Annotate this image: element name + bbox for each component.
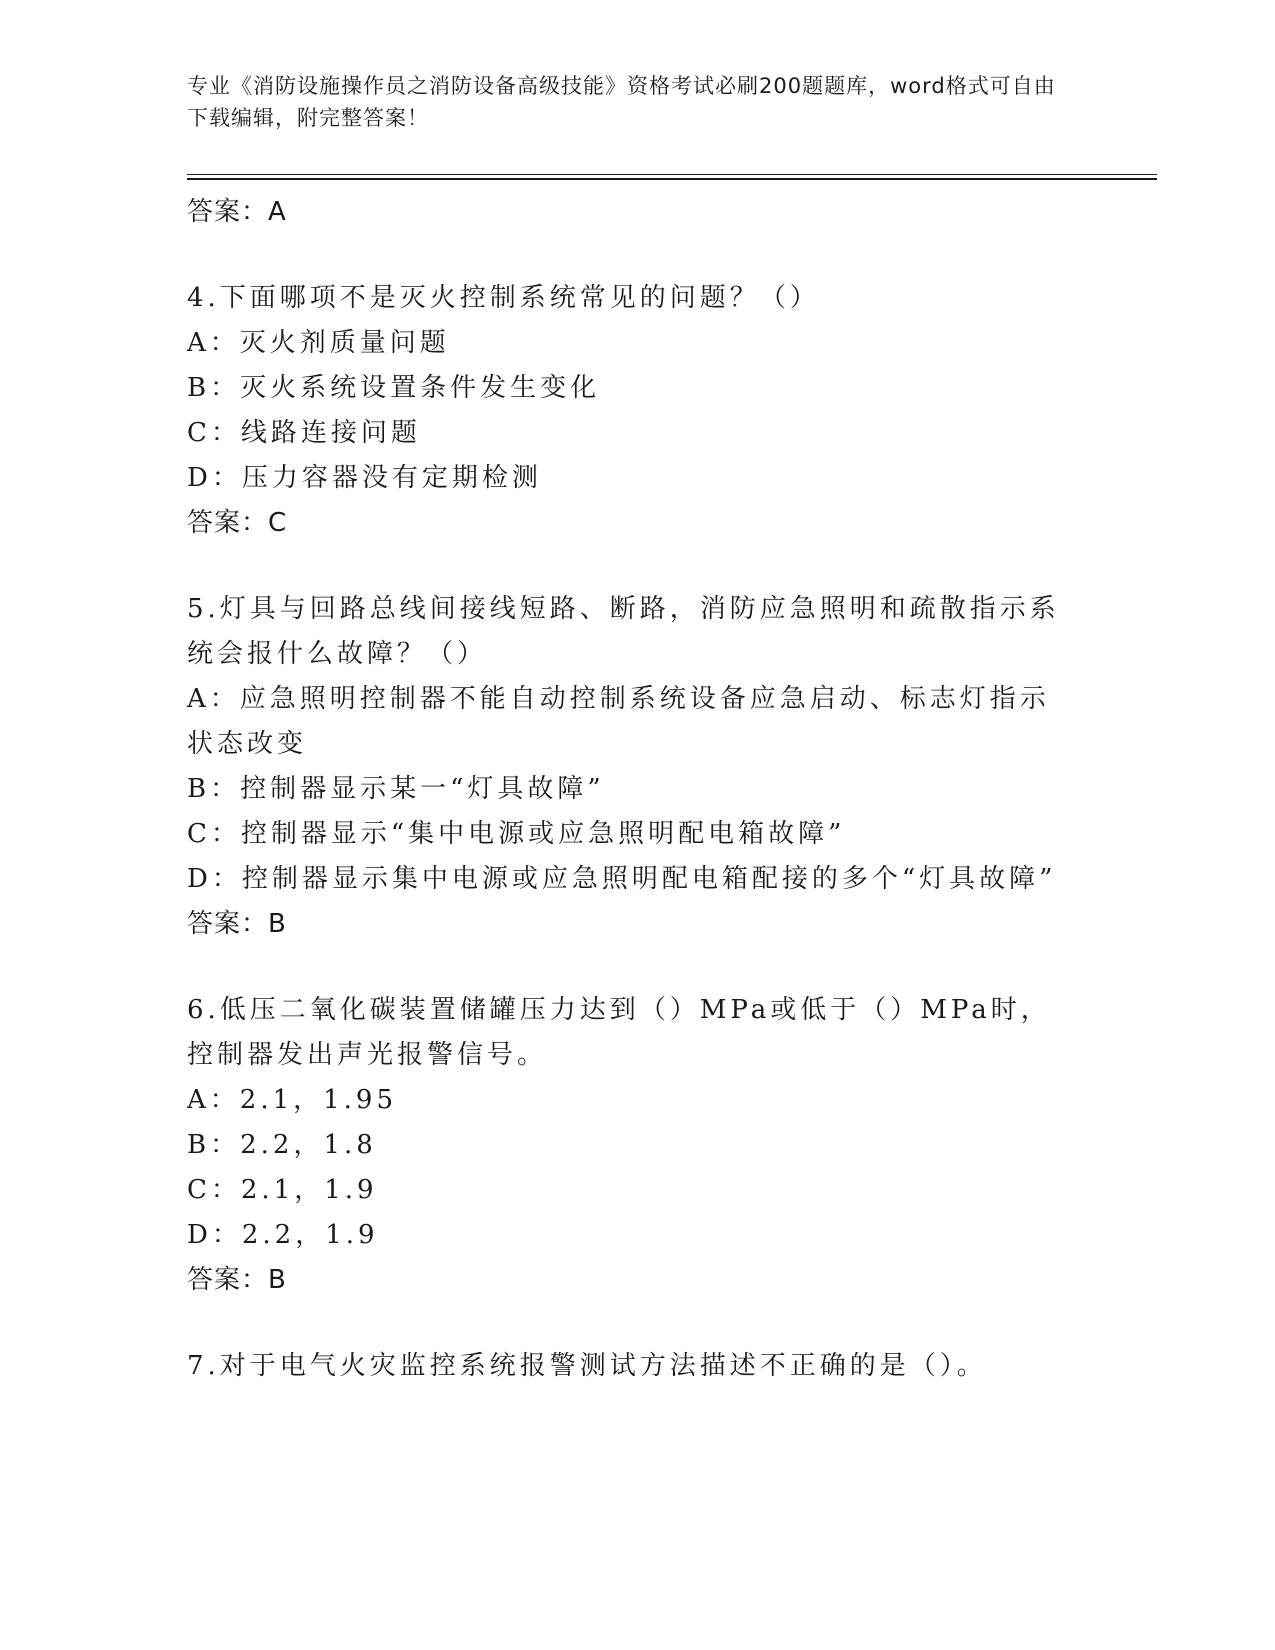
- spacer: [187, 234, 1157, 276]
- question-4: [187, 276, 1157, 545]
- document-page: [187, 70, 1157, 1389]
- option-c: C：线路连接问题: [187, 418, 421, 448]
- question-7: [187, 1344, 1157, 1389]
- question-6: [187, 988, 1157, 1302]
- spacer: [187, 1302, 1157, 1344]
- question-5: [187, 587, 1157, 946]
- answer-line: 答案：A: [187, 197, 287, 227]
- page-header: 专业《消防设施操作员之消防设备高级技能》资格考试必刷200题题库，word格式可自由下载编辑，附完整答案！: [187, 74, 1056, 130]
- option-b: B：控制器显示某一“灯具故障”: [187, 774, 605, 804]
- option-c: C：控制器显示“集中电源或应急照明配电箱故障”: [187, 819, 846, 849]
- option-d: D：2.2，1.9: [187, 1220, 379, 1250]
- answer-line: 答案：B: [187, 1265, 287, 1295]
- option-a: A：灭火剂质量问题: [187, 328, 450, 358]
- question-stem: 4.下面哪项不是灭火控制系统常见的问题？（）: [187, 283, 820, 313]
- option-b: B：2.2，1.8: [187, 1130, 377, 1160]
- spacer: [187, 545, 1157, 587]
- answer-line: 答案：B: [187, 909, 287, 939]
- question-stem: 7.对于电气火灾监控系统报警测试方法描述不正确的是（）。: [187, 1351, 987, 1381]
- option-c: C：2.1，1.9: [187, 1175, 378, 1205]
- spacer: [187, 946, 1157, 988]
- question-stem: 6.低压二氧化碳装置储罐压力达到（）MPa或低于（）MPa时，控制器发出声光报警信号。: [187, 995, 1051, 1070]
- answer-line: 答案：C: [187, 508, 288, 538]
- question-stem: 5.灯具与回路总线间接线短路、断路，消防应急照明和疏散指示系统会报什么故障？（）: [187, 594, 1060, 669]
- header-divider: [187, 174, 1157, 180]
- option-a: A：应急照明控制器不能自动控制系统设备应急启动、标志灯指示状态改变: [187, 684, 1050, 759]
- option-b: B：灭火系统设置条件发生变化: [187, 373, 601, 403]
- option-a: A：2.1，1.95: [187, 1085, 398, 1115]
- option-d: D：压力容器没有定期检测: [187, 463, 542, 493]
- option-d: D：控制器显示集中电源或应急照明配电箱配接的多个“灯具故障”: [187, 864, 1057, 894]
